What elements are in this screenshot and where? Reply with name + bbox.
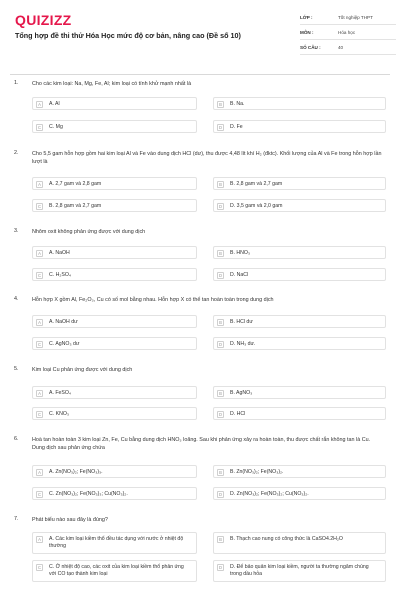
option-letter: B [217,250,224,257]
option-text: A. 2,7 gam và 2,8 gam [49,181,102,187]
option-text: D. Fe [230,124,243,130]
option-letter: D [218,203,223,209]
meta-row-count [300,40,396,55]
question-text: Cho các kim loại: Na, Mg, Fe, Al; kim loại có tính khử mạnh nhất là [32,81,192,87]
meta-value: Tốt nghiệp THPT [338,14,373,20]
option-letter: A [36,101,43,108]
option-a[interactable] [32,97,197,110]
option-text: D. HCl [230,411,246,417]
option-b[interactable] [213,246,386,259]
option-text: A. Al [49,101,60,107]
option-c[interactable] [32,120,197,133]
option-c[interactable] [32,268,197,281]
option-a[interactable] [32,386,197,399]
question-text: Kim loại Cu phản ứng được với dung dịch [32,367,133,373]
option-letter: A [36,390,43,397]
option-letter: D [218,124,223,130]
option-letter: D [218,411,223,417]
worksheet-meta [300,10,396,55]
question-number: 7. [14,516,19,522]
question-text: Cho 5,5 gam hỗn hợp gồm hai kim loại Al và Fe vào dung dịch HCl (dư), thu được 4,48 lít khí H₂ (đktc). Khối lượng của Al và Fe trong hỗn hợp lần lượt là [32,151,382,166]
option-a[interactable] [32,246,197,259]
option-b[interactable] [213,315,386,328]
option-b[interactable] [213,97,386,110]
option-letter: D [218,565,223,570]
option-text: A. Zn(NO₃)₂; Fe(NO₃)₃. [49,469,103,475]
question-number: 4. [14,296,19,302]
option-letter: C [37,341,42,347]
option-text: C. H₂SO₄ [49,272,72,278]
option-c[interactable] [32,407,197,420]
option-c[interactable] [32,487,197,500]
option-letter: A [36,469,43,476]
question-number: 5. [14,366,19,372]
meta-row-subject [300,25,396,40]
option-letter: A [36,536,43,543]
option-text: B. AgNO₃ [230,390,253,396]
question-number: 1. [14,80,19,86]
option-text: B. 2,8 gam và 2,7 gam [49,203,102,209]
option-letter: C [37,203,42,209]
option-letter: B [217,319,224,326]
meta-value: Hóa học [338,29,356,35]
option-text: A. FeSO₄ [49,390,72,396]
option-b[interactable] [213,177,386,190]
option-letter: D [218,341,223,347]
option-letter: C [37,124,42,130]
meta-key: MÔN : [300,29,314,35]
option-text: A. NaOH [49,250,70,256]
question-number: 3. [14,228,19,234]
option-letter: A [36,319,43,326]
option-b[interactable] [213,386,386,399]
option-text: A. Các kim loại kiềm thổ đều tác dụng với nước ở nhiệt độ thường [49,535,184,549]
option-text: D. Zn(NO₃)₂; Fe(NO₃)₂; Cu(NO₃)₂. [230,491,309,497]
option-letter: C [37,411,42,417]
option-text: A. NaOH dư [49,319,78,325]
worksheet-title: Tổng hợp đề thi thử Hóa Học mức độ cơ bản, nâng cao (Đề số 10) [15,31,241,40]
option-d[interactable] [213,337,386,350]
option-letter: D [218,491,223,497]
option-letter: D [218,272,223,278]
meta-key: LỚP : [300,14,313,20]
option-text: C. Zn(NO₃)₂; Fe(NO₃)₃; Cu(NO₃)₂. [49,491,128,497]
option-letter: B [217,101,224,108]
option-text: D. NH₃ dư. [230,341,256,347]
option-text: B. Zn(NO₃)₂; Fe(NO₃)₂. [230,469,284,475]
option-text: B. HCl dư [230,319,253,325]
option-text: B. HNO₃ [230,250,250,256]
option-letter: B [217,536,224,543]
option-letter: A [36,250,43,257]
option-b[interactable] [213,532,386,554]
question-number: 6. [14,436,19,442]
option-a[interactable] [32,465,197,478]
option-text: C. Mg [49,124,63,130]
option-text: B. 2,8 gam và 2,7 gam [230,181,283,187]
option-text: B. Thạch cao nung có công thức là CaSO4.2H₂O [230,535,343,542]
option-c[interactable] [32,560,197,582]
option-letter: C [37,272,42,278]
option-d[interactable] [213,120,386,133]
quizizz-logo: QUIZIZZ [15,12,72,28]
option-b[interactable] [213,465,386,478]
option-a[interactable] [32,315,197,328]
option-d[interactable] [213,487,386,500]
option-letter: A [36,181,43,188]
question-text: Nhôm oxit không phản ứng được với dung dịch [32,229,146,235]
option-c[interactable] [32,199,197,212]
meta-key: SỐ CÂU : [300,44,321,50]
option-c[interactable] [32,337,197,350]
option-d[interactable] [213,560,386,582]
option-d[interactable] [213,407,386,420]
option-text: C. Ở nhiệt độ cao, các oxit của kim loại kiềm thổ phản ứng với CO tạo thành kim loại [49,563,184,577]
question-number: 2. [14,150,19,156]
option-letter: B [217,469,224,476]
header-divider [10,74,390,75]
option-d[interactable] [213,199,386,212]
option-a[interactable] [32,177,197,190]
option-text: C. KNO₃ [49,411,69,417]
option-text: C. AgNO₃ dư [49,341,80,347]
meta-row-class [300,10,396,25]
question-text: Phát biểu nào sau đây là đúng? [32,517,108,523]
option-letter: B [217,390,224,397]
option-letter: C [37,565,42,570]
option-text: B. Na. [230,101,245,107]
option-text: D. 3,5 gam và 2,0 gam [230,203,283,209]
worksheet-header [0,0,400,74]
question-text: Hoà tan hoàn toàn 3 kim loại Zn, Fe, Cu bằng dung dịch HNO₃ loãng. Sau khi phản ứng xảy ra hoàn toàn, thu được chất rắn không tan là Cu. Dung dịch sau phản ứng chứa [32,437,371,452]
option-text: D. Để bảo quản kim loại kiềm, người ta thường ngâm chúng trong dầu hỏa [230,563,369,577]
option-letter: B [217,181,224,188]
option-d[interactable] [213,268,386,281]
meta-value: 40 [338,44,344,50]
option-letter: C [37,491,42,497]
option-text: D. NaCl [230,272,249,278]
option-a[interactable] [32,532,197,554]
question-text: Hỗn hợp X gồm Al, Fe₂O₃, Cu có số mol bằng nhau. Hỗn hợp X có thể tan hoàn toàn trong dung dịch [32,297,274,303]
